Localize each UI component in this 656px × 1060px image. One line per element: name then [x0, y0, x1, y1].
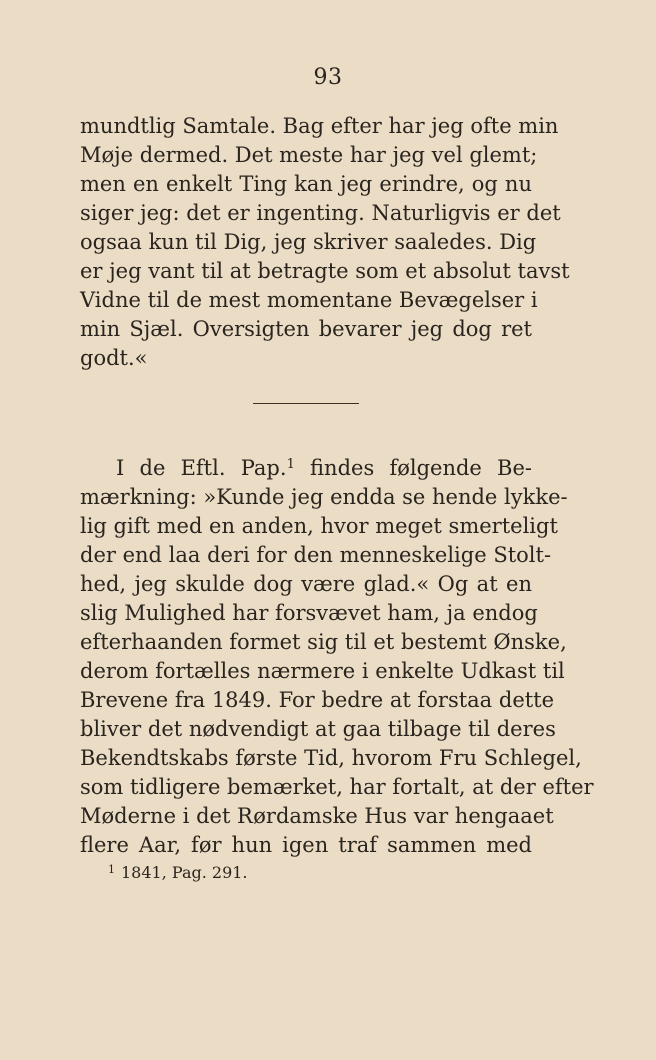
text-line: Bekendtskabs første Tid, hvorom Fru Schlegel, — [80, 746, 582, 770]
text-line: bliver det nødvendigt at gaa tilbage til deres — [80, 717, 556, 741]
footnote-reference: 1 — [286, 457, 295, 472]
text-line: godt.« — [80, 346, 148, 370]
section-divider — [253, 403, 359, 404]
text-line: Brevene fra 1849. For bedre at forstaa dette — [80, 688, 555, 712]
text-line: men en enkelt Ting kan jeg erindre, og nu — [80, 172, 532, 196]
text-line: er jeg vant til at betragte som et absolut tavst — [80, 259, 570, 283]
footnote-marker: 1 — [108, 863, 115, 876]
text-line: Møderne i det Rørdamske Hus var hengaaet — [80, 804, 554, 828]
text-line: ogsaa kun til Dig, jeg skriver saaledes. Dig — [80, 230, 537, 254]
text-line: hed, jeg skulde dog være glad.« Og at en — [80, 572, 532, 596]
text-line: siger jeg: det er ingenting. Naturligvis er det — [80, 201, 561, 225]
text-line: lig gift med en anden, hvor meget smerteligt — [80, 514, 558, 538]
text-before-footnote-ref: I de Eftl. Pap. — [116, 456, 287, 480]
text-line: som tidligere bemærket, har fortalt, at der efter — [80, 775, 594, 799]
text-after-footnote-ref: findes følgende Be- — [294, 456, 533, 480]
text-line-first — [80, 454, 532, 483]
text-line: mærkning: »Kunde jeg endda se hende lykke- — [80, 485, 568, 509]
text-line: slig Mulighed har forsvævet ham, ja endog — [80, 601, 538, 625]
text-line: der end laa deri for den menneskelige Stolt- — [80, 543, 552, 567]
page-number: 93 — [313, 65, 343, 90]
text-line: flere Aar, før hun igen traf sammen med — [80, 833, 532, 857]
text-line: Vidne til de mest momentane Bevægelser i — [80, 288, 538, 312]
paragraph-main — [80, 454, 594, 860]
paragraph-continuation — [80, 112, 570, 373]
text-line: efterhaanden formet sig til et bestemt Ønske, — [80, 630, 567, 654]
text-line: derom fortælles nærmere i enkelte Udkast til — [80, 659, 565, 683]
text-line: mundtlig Samtale. Bag efter har jeg ofte min — [80, 114, 559, 138]
text-line: Møje dermed. Det meste har jeg vel glemt; — [80, 143, 538, 167]
text-line: min Sjæl. Oversigten bevarer jeg dog ret — [80, 317, 532, 341]
footnote-text: 1841, Pag. 291. — [121, 863, 248, 882]
footnote — [108, 862, 248, 884]
